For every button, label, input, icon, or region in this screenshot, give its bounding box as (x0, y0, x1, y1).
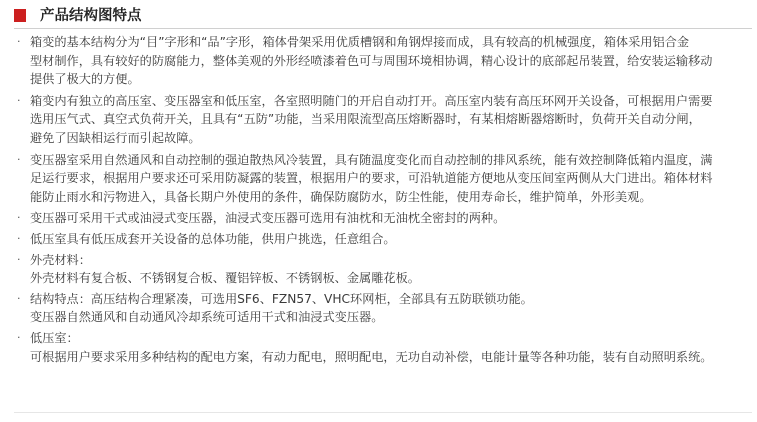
section-header (14, 6, 752, 30)
footer-divider (14, 412, 752, 413)
list-item (16, 251, 753, 288)
paragraph-line: 箱变的基本结构分为“目”字形和“品”字形，箱体骨架采用优质槽钢和角钢焊接而成，具有较高的机械强度，箱体采用铝合金 (30, 35, 690, 49)
paragraph-line: 结构特点：高压结构合理紧凑，可选用SF6、FZN57、VHC环网柜，全部具有五防联锁功能。 (30, 291, 533, 306)
list-item (16, 92, 753, 148)
list-item (16, 329, 753, 366)
list-item (16, 209, 753, 228)
paragraph-line: 变压器室采用自然通风和自动控制的强迫散热风冷装置，具有随温度变化而自动控制的排风系统，能有效控制降低箱内温度，满 (30, 152, 713, 167)
paragraph-line: 足运行要求，根据用户要求还可采用防凝露的装置，根据用户的要求，可沿轨道能方便地从变压间室两侧从大门进出。箱体材料 (30, 171, 713, 186)
bullet-icon: · (17, 35, 21, 48)
list-item (16, 290, 753, 327)
section-label: 外壳材料： (30, 252, 91, 267)
paragraph-line: 变压器可采用干式或油浸式变压器，油浸式变压器可选用有油枕和无油枕全密封的两种。 (30, 211, 506, 226)
paragraph-line: 变压器自然通风和自动通风冷却系统可适用干式和油浸式变压器。 (30, 310, 384, 325)
paragraph-line: 能防止雨水和污物进入，具备长期户外使用的条件，确保防腐防水，防尘性能，使用寿命长，维护简单，外形美观。 (30, 189, 652, 204)
bullet-icon: · (17, 93, 21, 107)
header-divider (14, 28, 752, 29)
bullet-icon: · (17, 152, 21, 166)
bullet-icon: · (17, 231, 21, 245)
paragraph-line: 选用压气式、真空式负荷开关，且具有“五防”功能，当采用限流型高压熔断器时，有某相熔断器熔断时，负荷开关自动分闸， (30, 112, 701, 127)
paragraph-line: 低压室具有低压成套开关设备的总体功能，供用户挑选，任意组合。 (30, 231, 396, 246)
paragraph-line: 型材制作，具有较好的防腐能力，整体美观的外形经喷漆着色可与周围环境相协调，精心设计的底部起吊装置，给安装运输移动 (30, 53, 713, 68)
bullet-icon: · (17, 211, 21, 225)
section-label: 低压室： (30, 330, 79, 345)
paragraph-line: 可根据用户要求采用多种结构的配电方案，有动力配电，照明配电，无功自动补偿，电能计量等各种功能，装有自动照明系统。 (30, 349, 713, 364)
list-item (16, 33, 753, 89)
bullet-icon: · (17, 291, 21, 305)
paragraph-line: 避免了因缺相运行而引起故障。 (30, 130, 201, 145)
list-item (16, 151, 753, 207)
paragraph-line: 外壳材料有复合板、不锈钢复合板、覆铝锌板、不锈钢板、金属雕花板。 (30, 271, 420, 286)
header-marker-square (14, 9, 26, 22)
bullet-icon: · (17, 252, 21, 266)
page-title: 产品结构图特点 (40, 8, 142, 24)
paragraph-line: 提供了极大的方便。 (30, 72, 140, 87)
paragraph-line: 箱变内有独立的高压室、变压器室和低压室，各室照明随门的开启自动打开。高压室内装有高压环网开关设备，可根据用户需要 (30, 93, 713, 108)
feature-list (16, 33, 753, 368)
list-item (16, 230, 753, 249)
bullet-icon: · (17, 330, 21, 344)
